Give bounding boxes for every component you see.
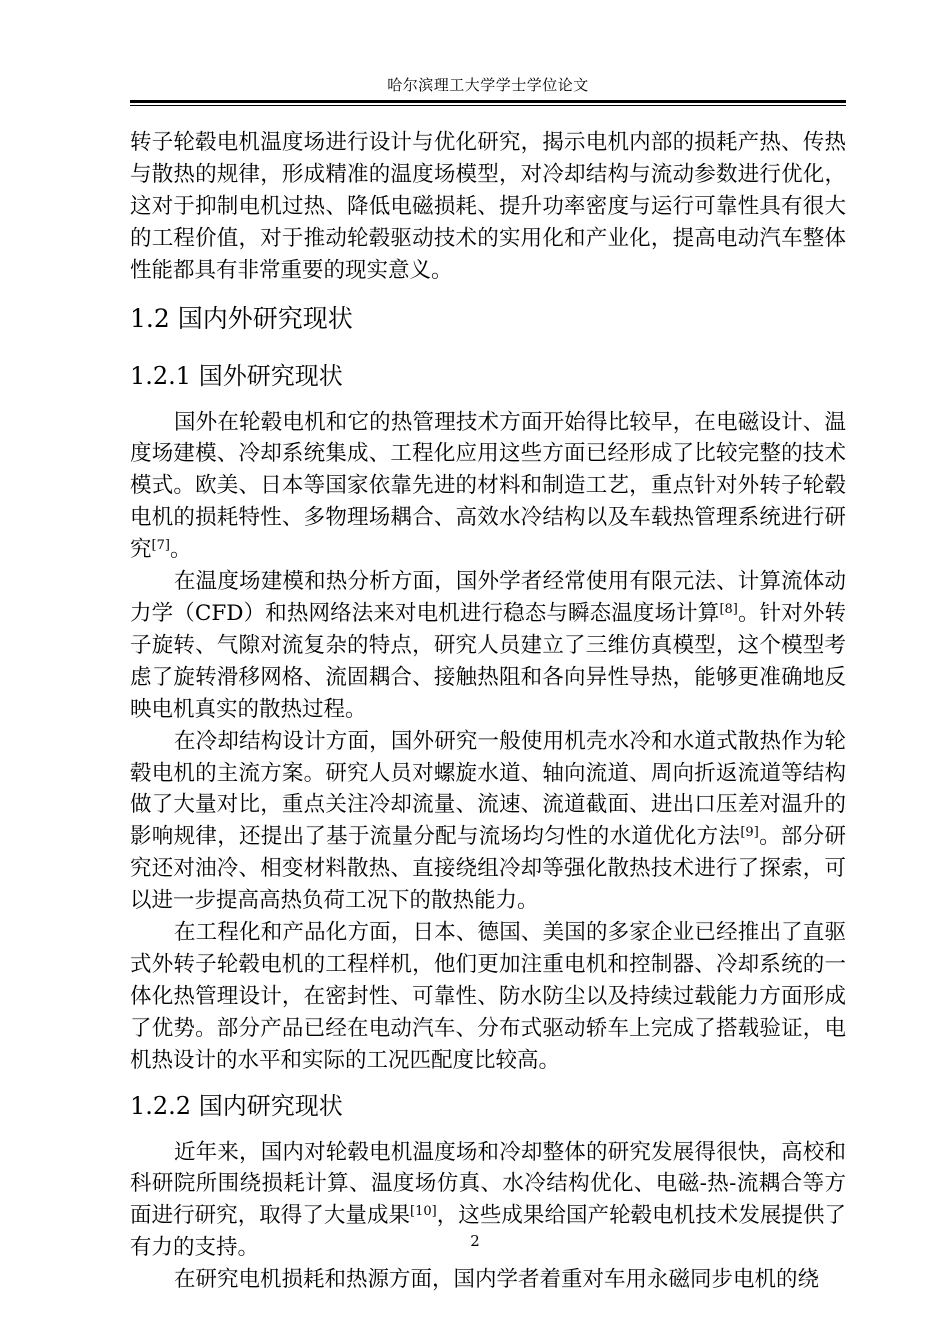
paragraph-text: ，这些成果给国产轮毂电机技术发展提供了有力的支持。: [130, 1203, 846, 1261]
paragraph-text: 在冷却结构设计方面，国外研究一般使用机壳水冷和水道式散热作为轮毂电机的主流方案。研究人员对螺旋水道、轴向流道、周向折返流道等结构做了大量对比，重点关注冷却流量、流速、流道截面、进出口压差对温升的影响规律，还提出了基于流量分配与流场均匀性的水道优化方法: [130, 728, 846, 850]
citation-ref: [8]: [719, 601, 738, 617]
paragraph-text: 。针对外转子旋转、气隙对流复杂的特点，研究人员建立了三维仿真模型，这个模型考虑了旋转滑移网格、流固耦合、接触热阻和各向异性导热，能够更准确地反映电机真实的散热过程。: [130, 600, 846, 722]
paragraph-foreign-engineering: 在工程化和产品化方面，日本、德国、美国的多家企业已经推出了直驱式外转子轮毂电机的工程样机，他们更加注重电机和控制器、冷却系统的一体化热管理设计，在密封性、可靠性、防水防尘以及持续过载能力方面形成了优势。部分产品已经在电动汽车、分布式驱动轿车上完成了搭载验证，电机热设计的水平和实际的工况匹配度比较高。: [130, 920, 846, 1073]
paragraph-foreign-thermal-modeling: [130, 566, 846, 726]
paragraph-domestic-losses: 在研究电机损耗和热源方面，国内学者着重对车用永磁同步电机的绕: [174, 1267, 820, 1293]
citation-ref: [9]: [740, 825, 759, 841]
page-number: 2: [470, 1232, 480, 1250]
page-content: [130, 127, 846, 1296]
section-heading-1-2: 1.2 国内外研究现状: [130, 303, 353, 333]
intro-paragraph: 转子轮毂电机温度场进行设计与优化研究，揭示电机内部的损耗产热、传热与散热的规律，形成精准的温度场模型，对冷却结构与流动参数进行优化，这对于抑制电机过热、降低电磁损耗、提升功率密度与运行可靠性具有很大的工程价值，对于推动轮毂驱动技术的实用化和产业化，提高电动汽车整体性能都具有非常重要的现实意义。: [130, 130, 846, 283]
subsection-heading-1-2-1: 1.2.1 国外研究现状: [130, 361, 343, 390]
paragraph-text: 在温度场建模和热分析方面，国外学者经常使用有限元法、计算流体动力学（CFD）和热网络法来对电机进行稳态与瞬态温度场计算: [130, 569, 846, 626]
paragraph-text: 。: [169, 537, 192, 563]
header-rule-thick: [130, 100, 846, 103]
subsection-heading-1-2-2: 1.2.2 国内研究现状: [130, 1091, 343, 1120]
paragraph-text: 。部分研究还对油冷、相变材料散热、直接绕组冷却等强化散热技术进行了探索，可以进一步提高高热负荷工况下的散热能力。: [130, 824, 846, 914]
citation-ref: [7]: [151, 538, 170, 554]
header-rule-thin: [130, 105, 846, 106]
running-header: 哈尔滨理工大学学士学位论文: [387, 76, 589, 94]
paragraph-foreign-overview: [130, 407, 846, 567]
paragraph-foreign-cooling-design: [130, 726, 846, 917]
paragraph-text: 近年来，国内对轮毂电机温度场和冷却整体的研究发展得很快，高校和科研院所围绕损耗计算、温度场仿真、水冷结构优化、电磁-热-流耦合等方面进行研究，取得了大量成果: [130, 1139, 846, 1229]
paragraph-text: 国外在轮毂电机和它的热管理技术方面开始得比较早，在电磁设计、温度场建模、冷却系统集成、工程化应用这些方面已经形成了比较完整的技术模式。欧美、日本等国家依靠先进的材料和制造工艺，重点针对外转子轮毂电机的损耗特性、多物理场耦合、高效水冷结构以及车载热管理系统进行研究: [130, 409, 846, 563]
citation-ref: [10]: [410, 1204, 437, 1220]
